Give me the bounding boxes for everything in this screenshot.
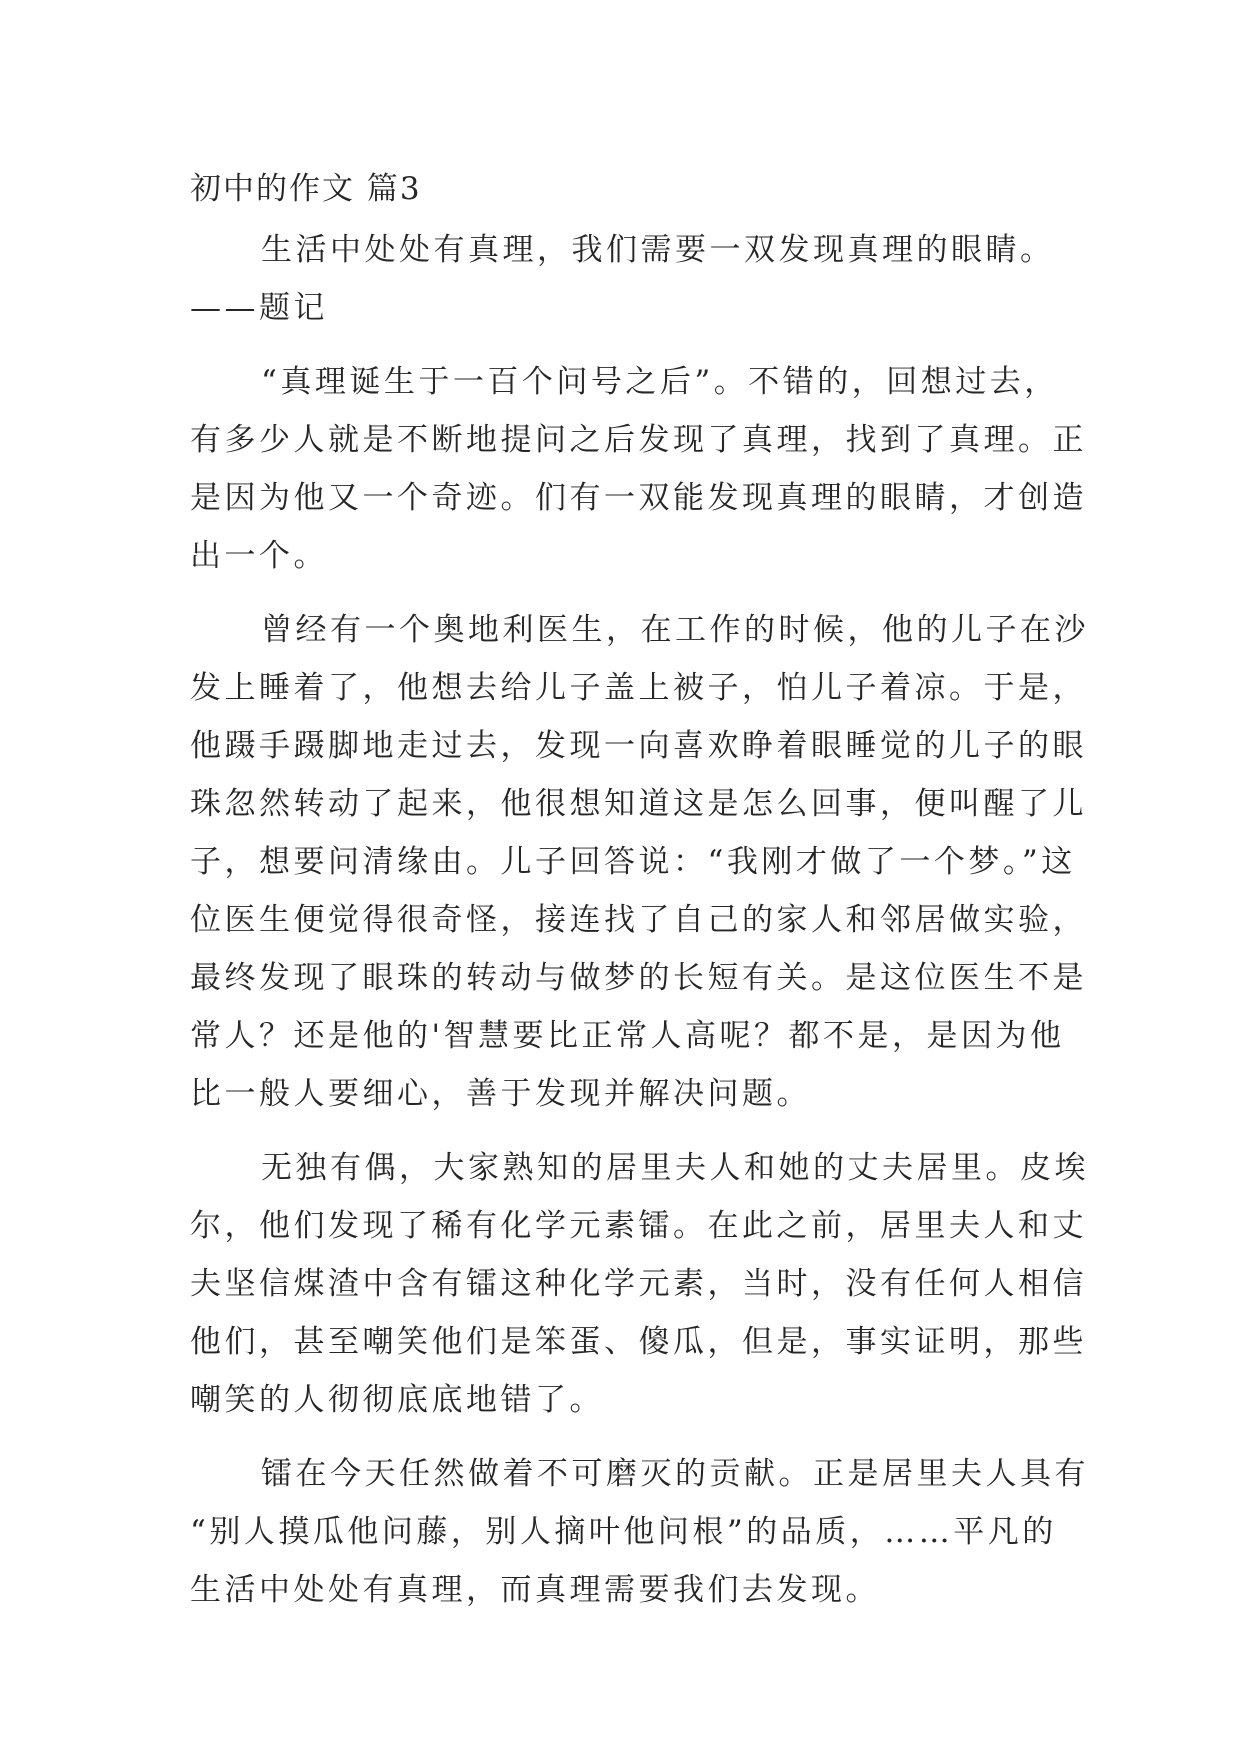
paragraph-2-line: 常人？还是他的'智慧要比正常人高呢？都不是，是因为他 <box>190 1018 1065 1054</box>
paragraph-2-line: 子，想要问清缘由。儿子回答说：“我刚才做了一个梦。”这 <box>190 844 1076 880</box>
paragraph-1-line: 出一个。 <box>190 538 328 574</box>
paragraph-1-line: “真理诞生于一百个问号之后”。不错的，回想过去， <box>261 364 1059 400</box>
paragraph-spacer <box>190 1429 1052 1445</box>
paragraph-3-line: 嘲笑的人彻彻底底地错了。 <box>190 1382 604 1418</box>
paragraph-spacer <box>190 585 1052 601</box>
paragraph-3-line: 他们，甚至嘲笑他们是笨蛋、傻瓜，但是，事实证明，那些 <box>190 1324 1087 1360</box>
paragraph-3-line: 夫坚信煤渣中含有镭这种化学元素，当时，没有任何人相信 <box>190 1266 1087 1302</box>
paragraph-4-line: 生活中处处有真理，而真理需要我们去发现。 <box>190 1572 880 1608</box>
paragraph-4-line: “别人摸瓜他问藤，别人摘叶他问根”的品质，……平凡的 <box>190 1514 1057 1550</box>
epigraph-attribution: ——题记 <box>190 290 328 326</box>
paragraph-2-line: 珠忽然转动了起来，他很想知道这是怎么回事，便叫醒了儿 <box>190 786 1087 822</box>
paragraph-spacer <box>190 1123 1052 1139</box>
paragraph-spacer <box>190 337 1052 353</box>
paragraph-4-line: 镭在今天任然做着不可磨灭的贡献。正是居里夫人具有 <box>261 1456 1089 1492</box>
paragraph-2-line: 比一般人要细心，善于发现并解决问题。 <box>190 1076 811 1112</box>
paragraph-1-line: 是因为他又一个奇迹。们有一双能发现真理的眼睛，才创造 <box>190 480 1087 516</box>
paragraph-2-line: 他蹑手蹑脚地走过去，发现一向喜欢睁着眼睡觉的儿子的眼 <box>190 728 1087 764</box>
paragraph-2-line: 发上睡着了，他想去给儿子盖上被子，怕儿子着凉。于是， <box>190 670 1087 706</box>
epigraph-line: 生活中处处有真理，我们需要一双发现真理的眼睛。 <box>261 232 1055 268</box>
paragraph-2-line: 曾经有一个奥地利医生，在工作的时候，他的儿子在沙 <box>261 612 1089 648</box>
paragraph-3-line: 尔，他们发现了稀有化学元素镭。在此之前，居里夫人和丈 <box>190 1208 1087 1244</box>
essay-title: 初中的作文 篇3 <box>190 171 422 207</box>
paragraph-2-line: 最终发现了眼珠的转动与做梦的长短有关。是这位医生不是 <box>190 960 1087 996</box>
paragraph-2-line: 位医生便觉得很奇怪，接连找了自己的家人和邻居做实验， <box>190 902 1087 938</box>
essay-body <box>190 160 1089 1619</box>
paragraph-1-line: 有多少人就是不断地提问之后发现了真理，找到了真理。正 <box>190 422 1087 458</box>
paragraph-3-line: 无独有偶，大家熟知的居里夫人和她的丈夫居里。皮埃 <box>261 1150 1089 1186</box>
